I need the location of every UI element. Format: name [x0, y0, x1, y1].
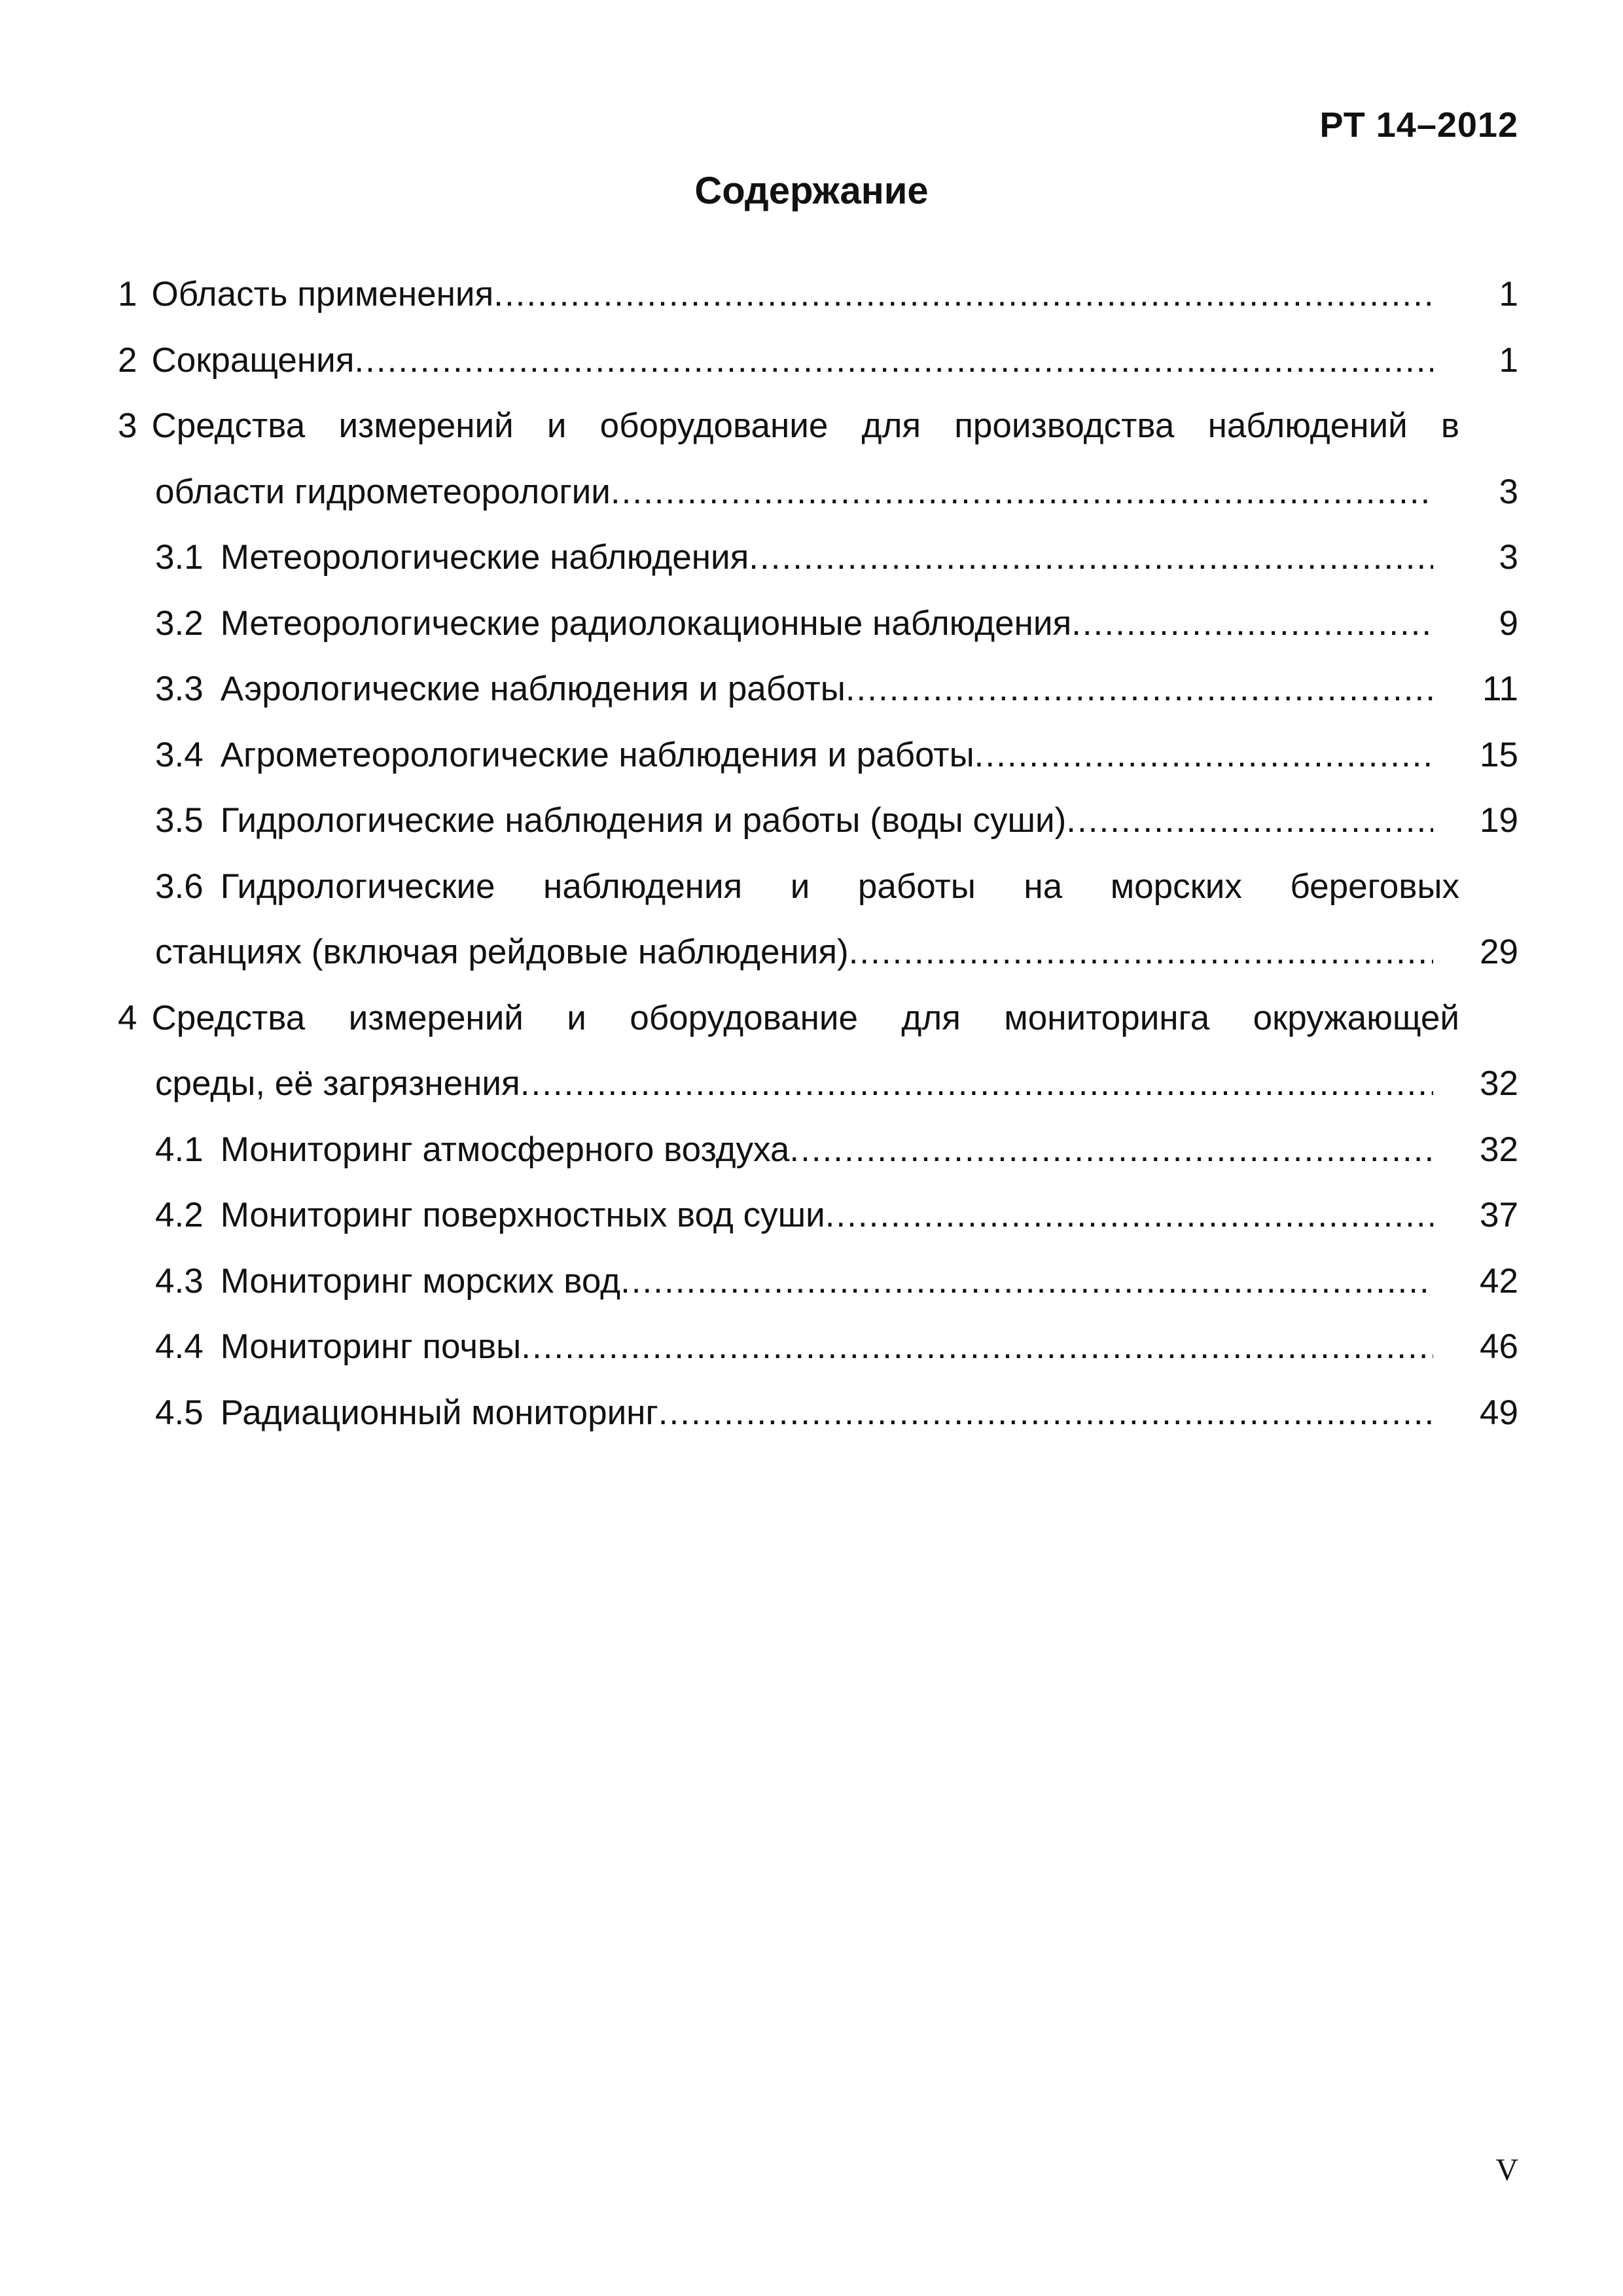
leader-dots — [493, 262, 1433, 328]
leader-dots — [849, 920, 1433, 986]
toc-entry-2[interactable] — [118, 328, 1518, 394]
toc-entry-number: 4.2 — [155, 1196, 204, 1234]
toc-entry-number: 4.5 — [155, 1393, 204, 1432]
toc-page-number: 32 — [1480, 1130, 1518, 1169]
toc-entry-title: Метеорологические наблюдения — [220, 538, 749, 577]
toc-page-number: 19 — [1480, 801, 1518, 840]
toc-entry-title: области гидрометеорологии — [155, 472, 611, 511]
toc-entry-title-line: Средства измерений и оборудование для мониторинга окружающей — [151, 998, 1459, 1037]
toc-entry-number: 3.6 — [155, 867, 204, 906]
toc-entry-number: 4 — [118, 998, 137, 1037]
leader-dots — [749, 525, 1433, 591]
page-folio: V — [1495, 2153, 1518, 2187]
toc-entry-number: 3.3 — [155, 670, 204, 708]
toc-page-number: 11 — [1482, 670, 1518, 708]
toc-entry-title: Мониторинг почвы — [220, 1327, 522, 1366]
toc-entry-4-3[interactable] — [118, 1249, 1518, 1315]
toc-page-number: 3 — [1499, 538, 1518, 577]
toc-entry-number: 4.1 — [155, 1130, 204, 1169]
toc-entry-number: 1 — [118, 275, 137, 314]
toc-page-number: 32 — [1480, 1064, 1518, 1103]
leader-dots — [521, 1314, 1433, 1380]
toc-entry-title: Мониторинг морских вод — [220, 1261, 621, 1300]
toc-entry-number: 3.2 — [155, 603, 204, 643]
toc-entry-title: Агрометеорологические наблюдения и работы — [220, 735, 974, 774]
page-title: Содержание — [694, 170, 929, 212]
toc-entry-3-4[interactable] — [118, 723, 1518, 789]
leader-dots — [846, 656, 1433, 723]
leader-dots — [520, 1051, 1433, 1117]
leader-dots — [789, 1117, 1433, 1183]
toc-entry-3-6[interactable] — [118, 854, 1518, 986]
toc-page-number: 37 — [1480, 1196, 1518, 1234]
toc-entry-title: Аэрологические наблюдения и работы — [220, 670, 846, 708]
toc-entry-number: 3 — [118, 406, 137, 445]
toc-entry-3-2[interactable] — [118, 591, 1518, 657]
toc-entry-title: Гидрологические наблюдения и работы (воды суши) — [220, 801, 1067, 840]
toc-entry-4-2[interactable] — [118, 1183, 1518, 1249]
toc-entry-title: Радиационный мониторинг — [220, 1393, 658, 1432]
toc-page-number: 42 — [1480, 1261, 1518, 1300]
leader-dots — [620, 1249, 1433, 1315]
toc-page-number: 1 — [1499, 340, 1518, 380]
toc-entry-title-line: Средства измерений и оборудование для производства наблюдений в — [151, 406, 1459, 445]
toc-entry-number: 4.4 — [155, 1327, 204, 1366]
toc-entry-title-line: Гидрологические наблюдения и работы на морских береговых — [220, 867, 1459, 906]
document-code: РТ 14–2012 — [1319, 105, 1518, 145]
toc-entry-title: среды, её загрязнения — [155, 1064, 520, 1103]
leader-dots — [825, 1183, 1433, 1249]
leader-dots — [658, 1380, 1433, 1446]
toc-page-number: 3 — [1499, 472, 1518, 511]
leader-dots — [354, 328, 1433, 394]
toc-page-number: 15 — [1480, 735, 1518, 774]
toc-entry-title: Область применения — [151, 275, 494, 314]
toc-entry-number: 2 — [118, 340, 137, 380]
leader-dots — [1066, 788, 1433, 854]
toc-entry-title: Мониторинг поверхностных вод суши — [220, 1196, 825, 1234]
toc-entry-title: Сокращения — [151, 340, 355, 380]
toc-page-number: 49 — [1480, 1393, 1518, 1432]
toc-entry-1[interactable] — [118, 262, 1518, 328]
toc-entry-4-1[interactable] — [118, 1117, 1518, 1183]
toc-entry-title: Метеорологические радиолокационные наблюдения — [220, 603, 1072, 643]
toc-page-number: 1 — [1499, 275, 1518, 314]
toc-entry-3[interactable] — [118, 393, 1518, 525]
toc-entry-3-3[interactable] — [118, 656, 1518, 723]
leader-dots — [974, 723, 1433, 789]
toc-entry-4-4[interactable] — [118, 1314, 1518, 1380]
toc-entry-4-5[interactable] — [118, 1380, 1518, 1446]
toc-entry-title: станциях (включая рейдовые наблюдения) — [155, 933, 849, 971]
toc-entry-3-5[interactable] — [118, 788, 1518, 854]
toc-entry-number: 3.1 — [155, 538, 204, 577]
toc-page-number: 9 — [1499, 603, 1518, 643]
toc-page-number: 46 — [1480, 1327, 1518, 1366]
toc-entry-4[interactable] — [118, 986, 1518, 1117]
toc-entry-title: Мониторинг атмосферного воздуха — [220, 1130, 790, 1169]
toc-page-number: 29 — [1480, 933, 1518, 971]
toc-entry-number: 4.3 — [155, 1261, 204, 1300]
leader-dots — [611, 459, 1433, 526]
table-of-contents — [118, 262, 1518, 1446]
toc-entry-number: 3.4 — [155, 735, 204, 774]
toc-entry-3-1[interactable] — [118, 525, 1518, 591]
leader-dots — [1071, 591, 1433, 657]
toc-entry-number: 3.5 — [155, 801, 204, 840]
